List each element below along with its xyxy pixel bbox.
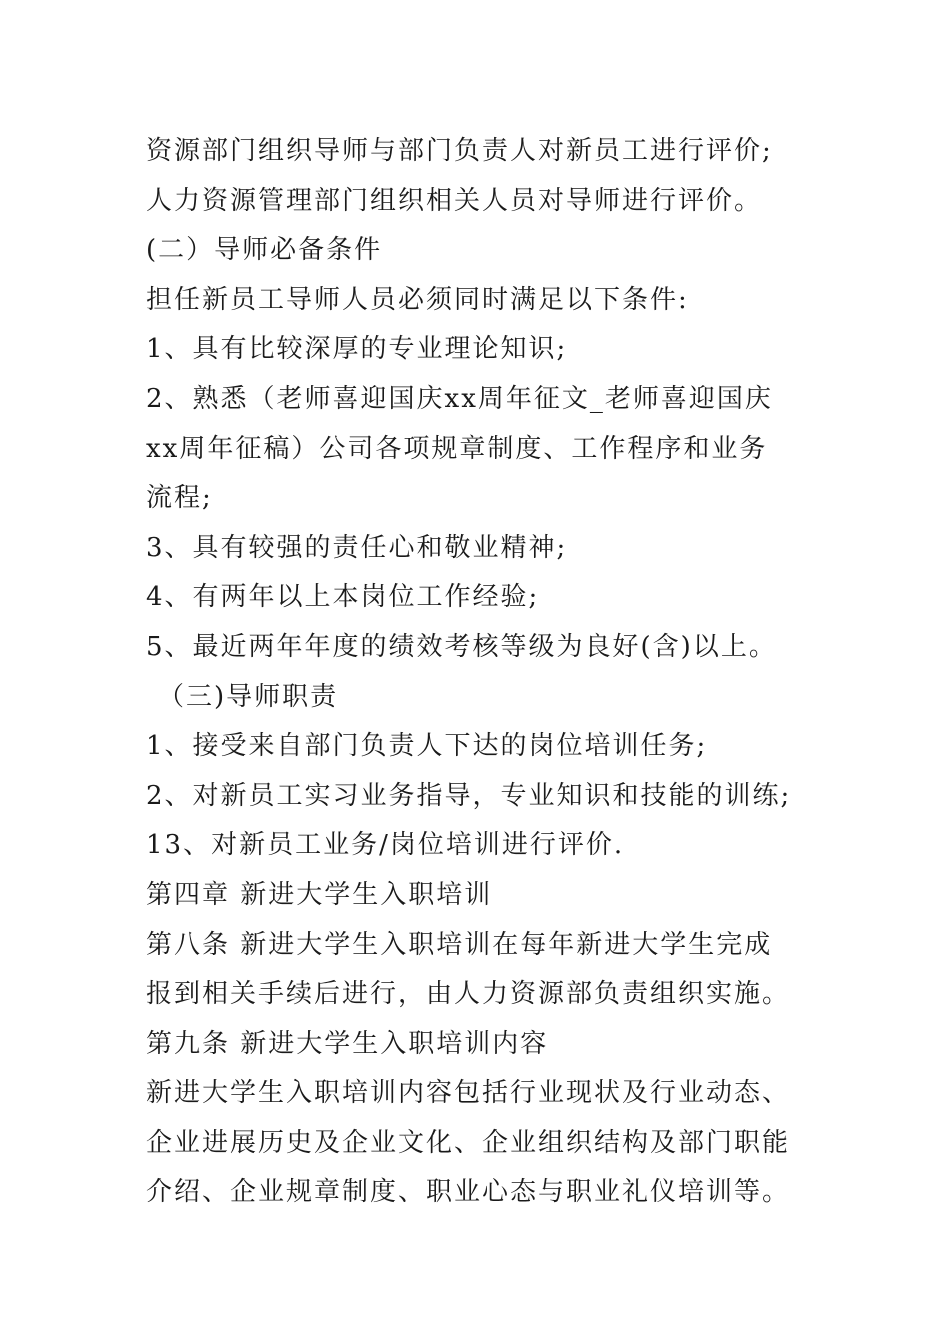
text-line: 新进大学生入职培训内容包括行业现状及行业动态、: [146, 1078, 791, 1109]
list-item: 1、接受来自部门负责人下达的岗位培训任务;: [146, 731, 708, 762]
text-line: 人力资源管理部门组织相关人员对导师进行评价。: [146, 185, 763, 216]
article-line: 第八条 新进大学生入职培训在每年新进大学生完成: [146, 929, 773, 960]
text-line: xx周年征稿）公司各项规章制度、工作程序和业务: [146, 433, 768, 464]
list-item: 2、熟悉（老师喜迎国庆xx周年征文_老师喜迎国庆: [146, 383, 773, 414]
text-line: 资源部门组织导师与部门负责人对新员工进行评价;: [146, 136, 773, 166]
text-line: 流程;: [146, 483, 213, 514]
list-item: 5、最近两年年度的绩效考核等级为良好(含)以上。: [146, 631, 777, 662]
list-item: 13、对新员工业务/岗位培训进行评价.: [146, 830, 625, 861]
list-item: 4、有两年以上本岗位工作经验;: [146, 582, 540, 613]
section-heading: （三)导师职责: [158, 681, 339, 712]
text-line: 报到相关手续后进行，由人力资源部负责组织实施。: [146, 979, 791, 1010]
chapter-heading: 第四章 新进大学生入职培训: [146, 879, 493, 910]
list-item: 3、具有较强的责任心和敬业精神;: [146, 532, 568, 563]
text-line: 企业进展历史及企业文化、企业组织结构及部门职能: [146, 1127, 791, 1158]
text-line: 担任新员工导师人员必须同时满足以下条件:: [146, 284, 689, 315]
list-item: 1、具有比较深厚的专业理论知识;: [146, 334, 568, 365]
section-heading: (二）导师必备条件: [146, 235, 383, 266]
article-line: 第九条 新进大学生入职培训内容: [146, 1028, 549, 1059]
document-body: [146, 127, 826, 1218]
list-item: 2、对新员工实习业务指导，专业知识和技能的训练;: [146, 780, 792, 811]
text-line: 介绍、企业规章制度、职业心态与职业礼仪培训等。: [146, 1177, 791, 1208]
